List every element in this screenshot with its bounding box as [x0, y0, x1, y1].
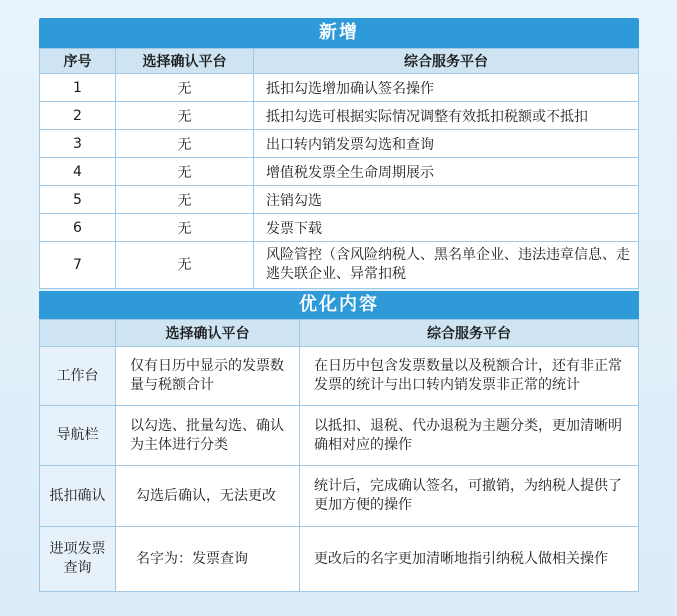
- row-select-platform: 无: [116, 74, 254, 102]
- col-header-select-platform: 选择确认平台: [116, 320, 300, 347]
- table-row: [40, 186, 639, 214]
- table-row: [40, 158, 639, 186]
- row-select-platform: 以勾选、批量勾选、确认为主体进行分类: [116, 406, 300, 466]
- row-select-platform: 无: [116, 130, 254, 158]
- row-service-platform: 以抵扣、退税、代办退税为主题分类，更加清晰明确相对应的操作: [300, 406, 639, 466]
- row-service-platform: 出口转内销发票勾选和查询: [254, 130, 639, 158]
- row-service-platform: 增值税发票全生命周期展示: [254, 158, 639, 186]
- row-service-platform: 更改后的名字更加清晰地指引纳税人做相关操作: [300, 527, 639, 592]
- row-index: 5: [40, 186, 116, 214]
- table-row: [40, 527, 639, 592]
- row-service-platform: 统计后，完成确认签名，可撤销，为纳税人提供了更加方便的操作: [300, 466, 639, 527]
- table-row: [40, 242, 639, 289]
- row-index: 6: [40, 214, 116, 242]
- row-index: 7: [40, 242, 116, 289]
- col-header-blank: [40, 320, 116, 347]
- table-row: [40, 406, 639, 466]
- col-header-index: 序号: [40, 49, 116, 74]
- row-select-platform: 无: [116, 102, 254, 130]
- row-service-platform: 抵扣勾选可根据实际情况调整有效抵扣税额或不抵扣: [254, 102, 639, 130]
- row-index: 3: [40, 130, 116, 158]
- row-service-platform: 注销勾选: [254, 186, 639, 214]
- table-row: [40, 74, 639, 102]
- row-index: 4: [40, 158, 116, 186]
- table-header-row: [40, 49, 639, 74]
- row-select-platform: 无: [116, 242, 254, 289]
- optimization-table: [39, 319, 639, 592]
- new-features-table: [39, 48, 639, 289]
- row-index: 2: [40, 102, 116, 130]
- row-item-name: 进项发票查询: [40, 527, 116, 592]
- col-header-service-platform: 综合服务平台: [300, 320, 639, 347]
- row-select-platform: 仅有日历中显示的发票数量与税额合计: [116, 347, 300, 406]
- table-row: [40, 130, 639, 158]
- row-select-platform: 勾选后确认，无法更改: [116, 466, 300, 527]
- policy-comparison-document: [39, 18, 639, 592]
- row-service-platform: 风险管控（含风险纳税人、黑名单企业、违法违章信息、走逃失联企业、异常扣税: [254, 242, 639, 289]
- row-select-platform: 无: [116, 214, 254, 242]
- row-item-name: 导航栏: [40, 406, 116, 466]
- col-header-select-platform: 选择确认平台: [116, 49, 254, 74]
- row-item-name: 抵扣确认: [40, 466, 116, 527]
- row-service-platform: 抵扣勾选增加确认签名操作: [254, 74, 639, 102]
- row-index: 1: [40, 74, 116, 102]
- section-title-new: 新增: [39, 18, 639, 48]
- row-select-platform: 无: [116, 158, 254, 186]
- table-row: [40, 102, 639, 130]
- row-select-platform: 无: [116, 186, 254, 214]
- row-service-platform: 在日历中包含发票数量以及税额合计，还有非正常发票的统计与出口转内销发票非正常的统计: [300, 347, 639, 406]
- section-title-optimization: 优化内容: [39, 291, 639, 319]
- table-header-row: [40, 320, 639, 347]
- table-row: [40, 347, 639, 406]
- row-select-platform: 名字为：发票查询: [116, 527, 300, 592]
- table-row: [40, 466, 639, 527]
- col-header-service-platform: 综合服务平台: [254, 49, 639, 74]
- table-row: [40, 214, 639, 242]
- row-service-platform: 发票下载: [254, 214, 639, 242]
- row-item-name: 工作台: [40, 347, 116, 406]
